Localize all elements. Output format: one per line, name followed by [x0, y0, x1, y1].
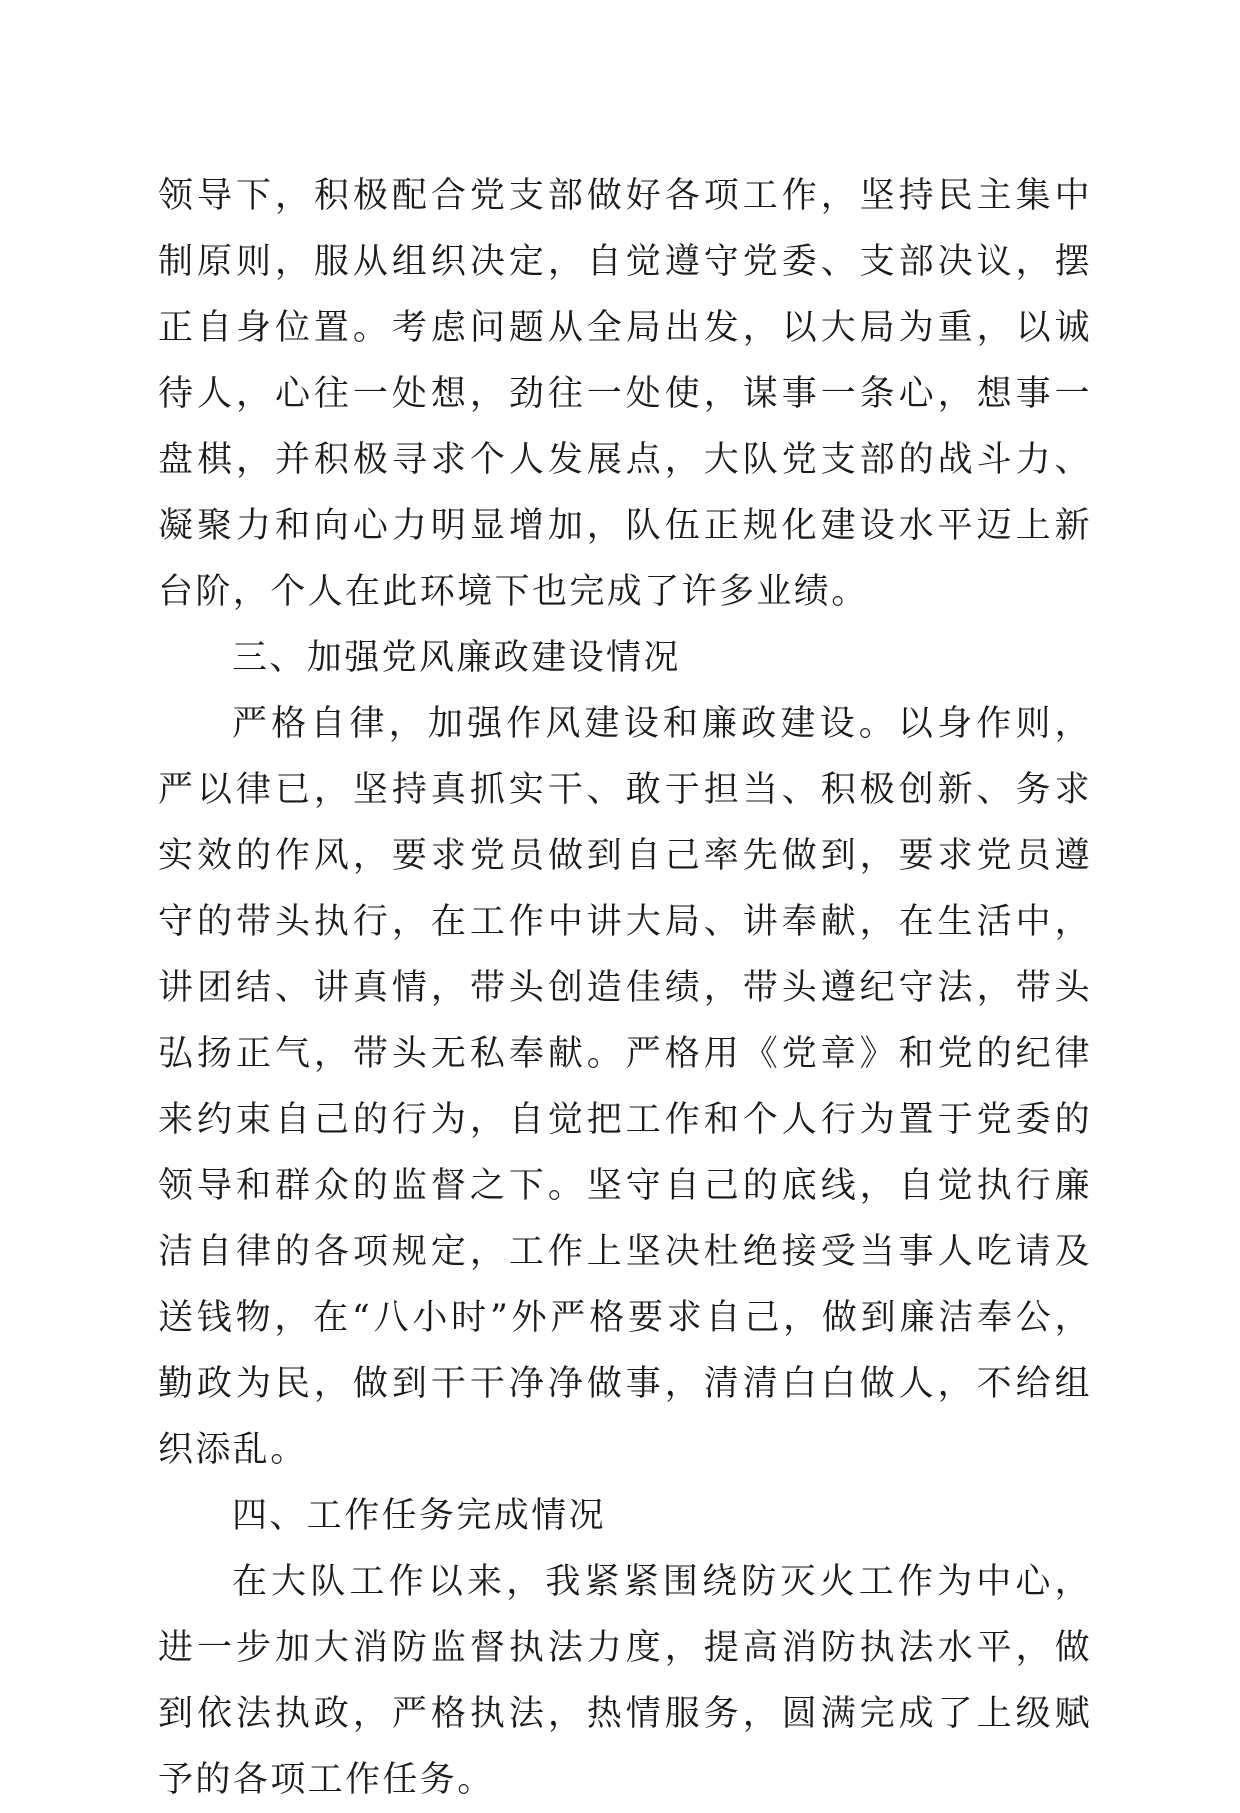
paragraph-continuation: 领导下，积极配合党支部做好各项工作，坚持民主集中制原则，服从组织决定，自觉遵守党委、支部决议，摆正自身位置。考虑问题从全局出发，以大局为重，以诚待人，心往一处想，劲往一处使，谋事一条心，想事一盘棋，并积极寻求个人发展点，大队党支部的战斗力、凝聚力和向心力明显增加，队伍正规化建设水平迈上新台阶，个人在此环境下也完成了许多业绩。: [158, 176, 1092, 612]
section-heading-3: 三、加强党风廉政建设情况: [232, 638, 681, 678]
paragraph-integrity: 严格自律，加强作风建设和廉政建设。以身作则，严以律已，坚持真抓实干、敢于担当、积极创新、务求实效的作风，要求党员做到自己率先做到，要求党员遵守的带头执行，在工作中讲大局、讲奉献，在生活中，讲团结、讲真情，带头创造佳绩，带头遵纪守法，带头弘扬正气，带头无私奉献。严格用《党章》和党的纪律来约束自己的行为，自觉把工作和个人行为置于党委的领导和群众的监督之下。坚守自己的底线，自觉执行廉洁自律的各项规定，工作上坚决杜绝接受当事人吃请及送钱物，在“八小时”外严格要求自己，做到廉洁奉公，勤政为民，做到干干净净做事，清清白白做人，不给组织添乱。: [158, 704, 1092, 1470]
document-body: [158, 163, 1092, 1813]
section-heading-4: 四、工作任务完成情况: [232, 1496, 607, 1536]
paragraph-tasks: 在大队工作以来，我紧紧围绕防灭火工作为中心，进一步加大消防监督执法力度，提高消防执法水平，做到依法执政，严格执法，热情服务，圆满完成了上级赋予的各项工作任务。: [158, 1562, 1092, 1800]
